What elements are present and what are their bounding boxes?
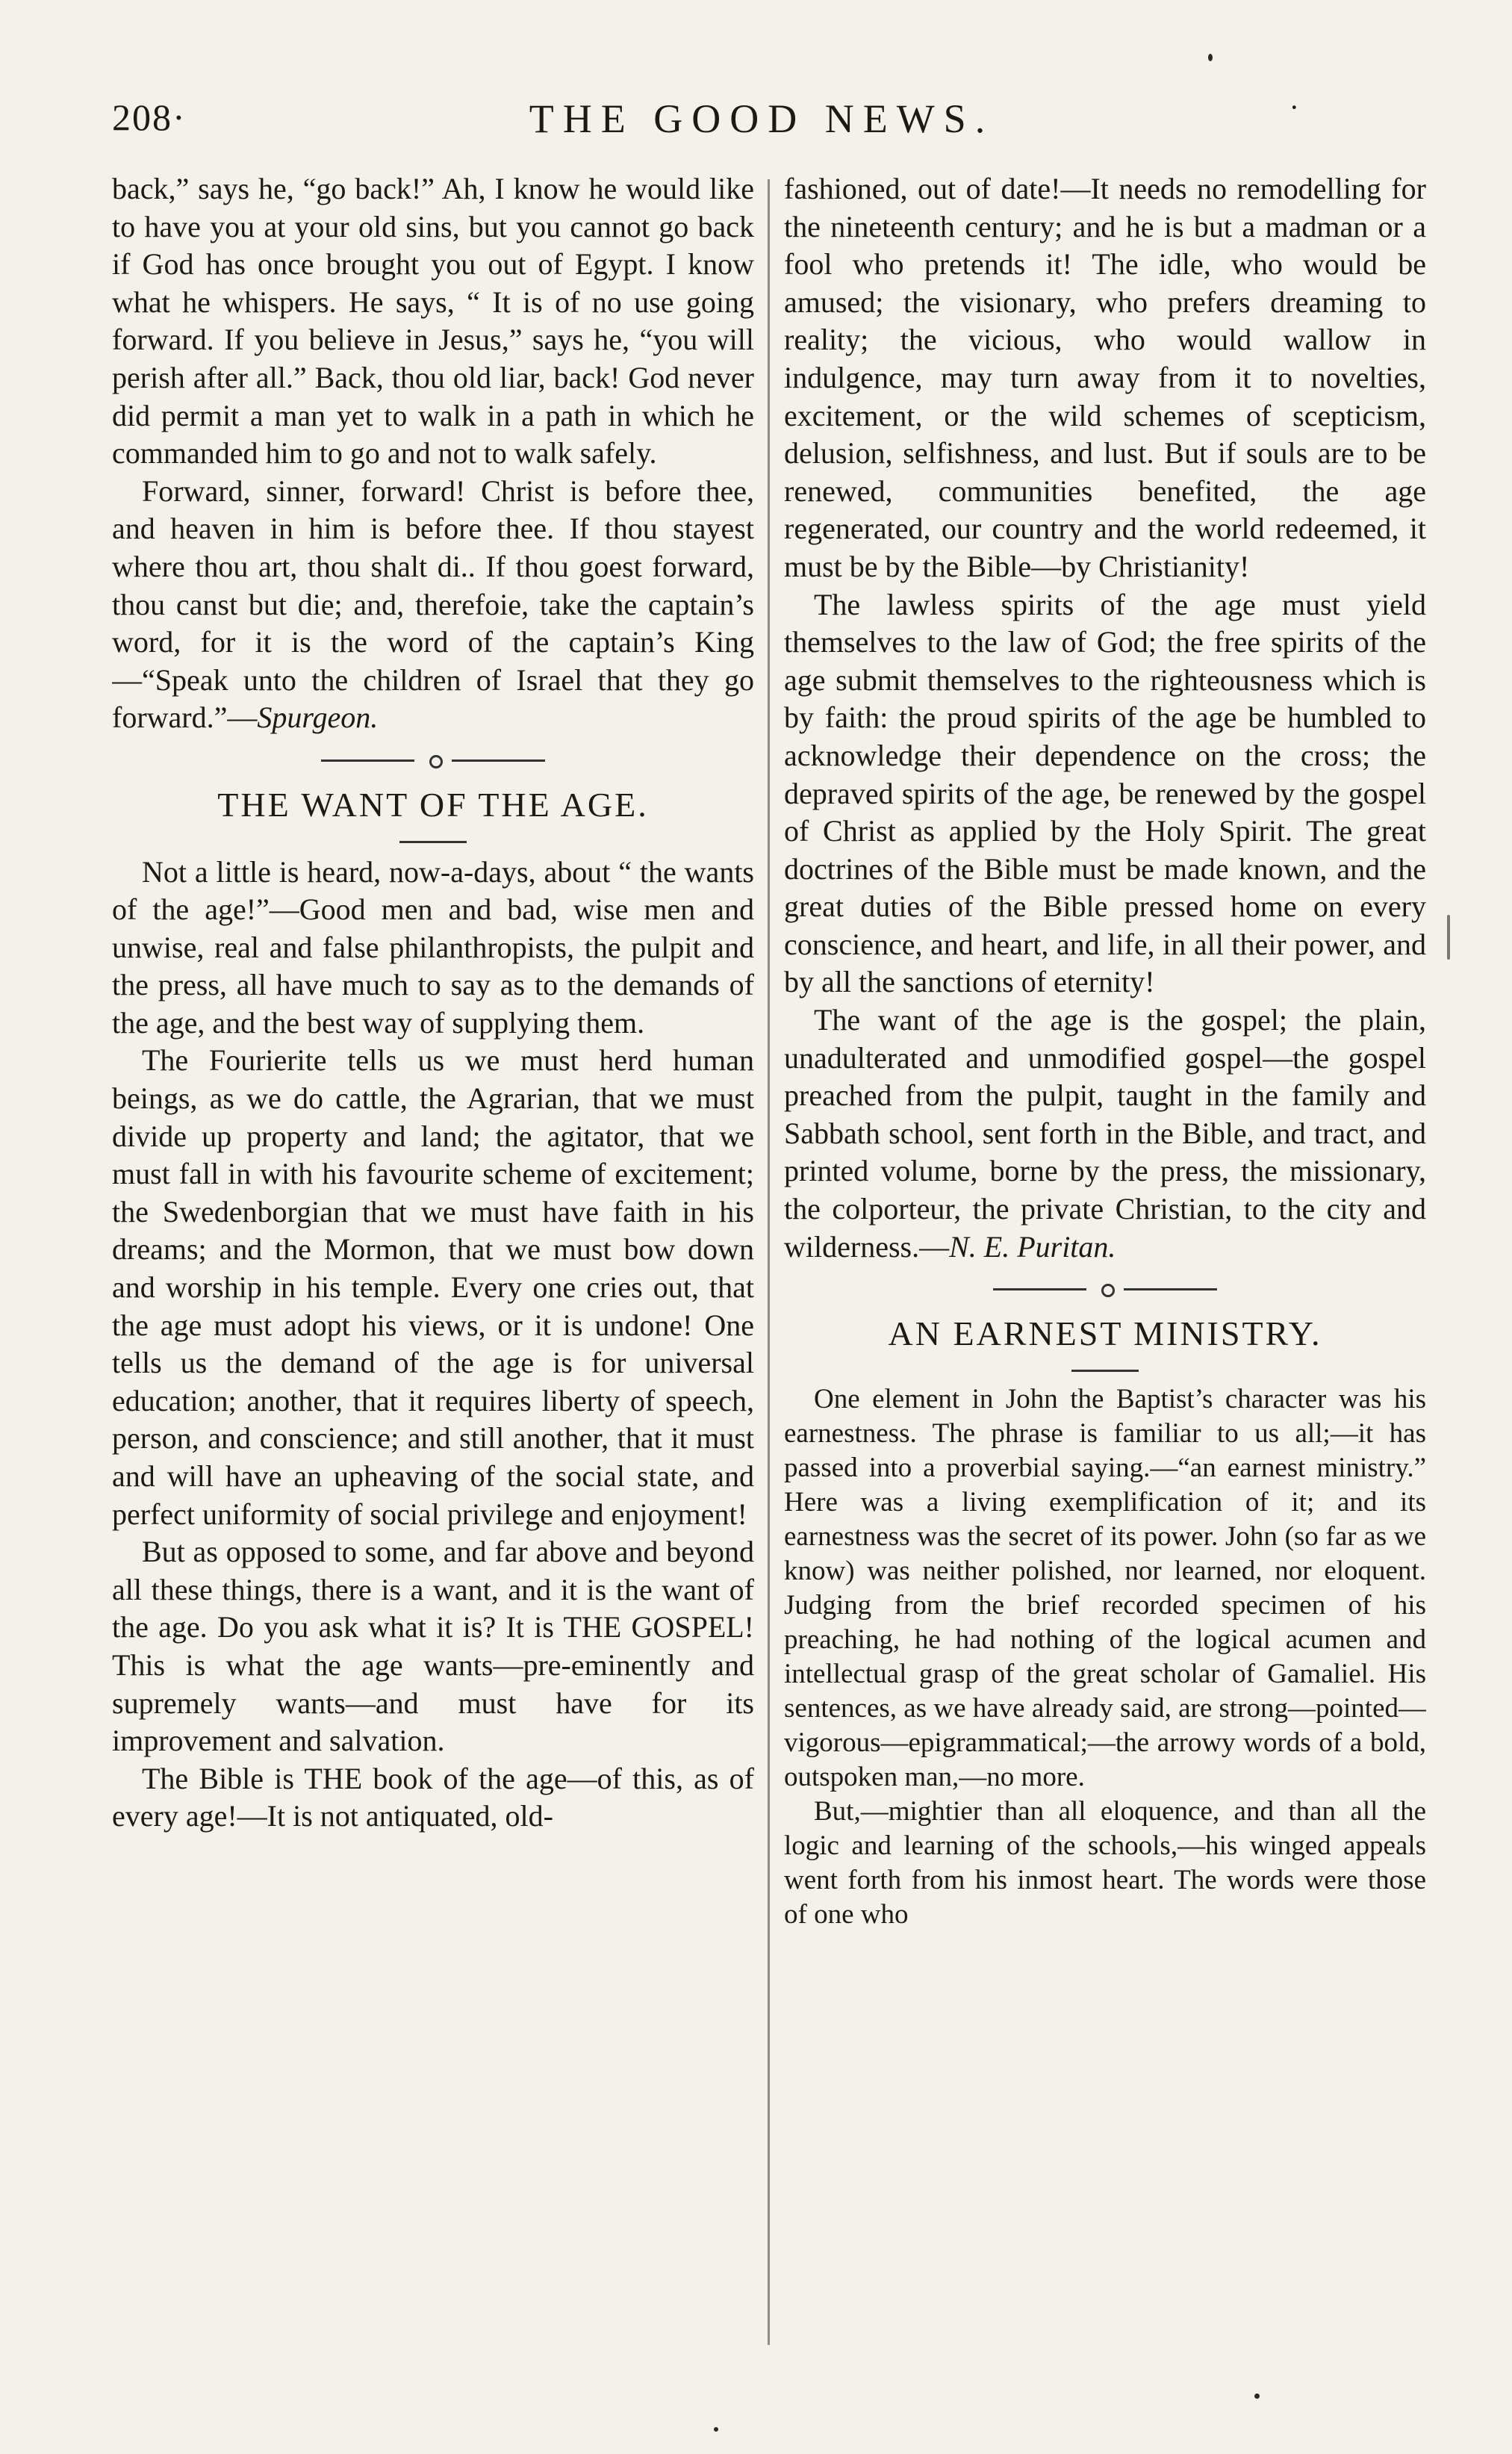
heading-rule [1071,1370,1139,1372]
ministry-paragraph-1: One element in John the Baptist’s character was his earnestness. The phrase is familiar to us all;—it has passed into a proverbial saying.—“an earnest ministry.” Here was a living exemplification of it; and its earnestness was the secret of its power. John (so far as we know) was neither polished, nor learned, nor eloquent. Judging from the brief recorded specimen of his preaching, he had nothing of the logical acumen and intellectual grasp of the great scholar of Gamaliel. His sentences, as we have already said, are strong—pointed—vigorous—epigrammatical;—the arrowy words of a bold, outspoken man,—no more. [784,1383,1426,1792]
heading-rule [399,841,467,843]
want-of-age-heading: THE WANT OF THE AGE. [217,785,649,824]
puritan-attribution: N. E. Puritan. [949,1229,1116,1264]
column-divider [768,179,770,2345]
ink-speck [1447,915,1450,960]
running-title: THE GOOD NEWS. [529,96,995,141]
want-paragraph-7: The want of the age is the gospel; the plain, unadulterated and unmodified gospel—the gospel preached from the pulpit, taught in the family and Sabbath school, sent forth in the Bible, and tract, and printed volume, borne by the press, the missionary, the colporteur, the private Christian, to the city and wilderness.—N. E. Puritan. [784,1003,1426,1264]
ink-speck [1254,2394,1260,2399]
page-header [112,90,1411,157]
spurgeon-paragraph-2: Forward, sinner, forward! Christ is before thee, and heaven in him is before thee. If thou stayest where thou art, thou shalt di.. If thou goest forward, thou canst but die; and, therefoie, take the captain’s word, for it is the word of the captain’s King—“Speak unto the children of Israel that they go forward.”—Spurgeon. [112,473,754,735]
section-divider [321,752,545,768]
right-column [784,170,1426,2351]
section-divider [993,1281,1217,1297]
want-paragraph-2: The Fourierite tells us we must herd human beings, as we do cattle, the Agrarian, that we must divide up property and land; the agitator, that we must fall in with his favourite scheme of excitement; the Swedenborgian that we must have faith in his dreams; and the Mormon, that we must bow down and worship in his temple. Every one cries out, that the age must adopt his views, or it is undone! One tells us the demand of the age is for universal education; another, that it requires liberty of speech, person, and conscience; and still another, that it must and will have an upheaving of the social state, and perfect uniformity of social privilege and enjoyment! [112,1043,754,1531]
earnest-ministry-heading: AN EARNEST MINISTRY. [888,1314,1322,1353]
ink-speck [1208,54,1213,61]
want-paragraph-5: fashioned, out of date!—It needs no remodelling for the nineteenth century; and he is but a madman or a fool who pretends it! The idle, who would be amused; the visionary, who prefers dreaming to reality; the vicious, who would wallow in indulgence, may turn away from it to novelties, excitement, or the wild schemes of scepticism, delusion, selfishness, and lust. But if souls are to be renewed, communities benefited, the age regenerated, our country and the world redeemed, it must be by the Bible—by Christianity! [784,172,1426,583]
ministry-paragraph-2: But,—mightier than all eloquence, and than all the logic and learning of the schools,—his winged appeals went forth from his inmost heart. The words were those of one who [784,1795,1426,1930]
want-paragraph-1: Not a little is heard, now-a-days, about “ the wants of the age!”—Good men and bad, wise men and unwise, real and false philanthropists, the pulpit and the press, all have much to say as to the demands of the age, and the best way of supplying them. [112,854,754,1040]
want-paragraph-4: The Bible is THE book of the age—of this, as of every age!—It is not antiquated, old- [112,1761,754,1833]
page-number: 208· [112,96,187,138]
spurgeon-paragraph-1: back,” says he, “go back!” Ah, I know he would like to have you at your old sins, but you cannot go back if God has once brought you out of Egypt. I know what he whispers. He says, “ It is of no use going forward. If you believe in Jesus,” says he, “you will perish after all.” Back, thou old liar, back! God never did permit a man yet to walk in a path in which he commanded him to go and not to walk safely. [112,172,754,470]
spurgeon-attribution: Spurgeon. [257,701,379,735]
left-column [112,170,754,2351]
want-paragraph-3: But as opposed to some, and far above and beyond all these things, there is a want, and it is the want of the age. Do you ask what it is? It is THE GOSPEL! This is what the age wants—pre-eminently and supremely wants—and must have for its improvement and salvation. [112,1535,754,1758]
want-paragraph-6: The lawless spirits of the age must yield themselves to the law of God; the free spirits of the age submit themselves to the righteousness which is by faith: the proud spirits of the age be humbled to acknowledge their dependence on the cross; the depraved spirits of the age, be renewed by the gospel of Christ as applied by the Holy Spirit. The great doctrines of the Bible must be made known, and the great duties of the Bible pressed home on every conscience, and heart, and life, in all their power, and by all the sanctions of eternity! [784,587,1426,999]
ink-speck [714,2427,718,2432]
corner-mark: · [1289,90,1299,124]
